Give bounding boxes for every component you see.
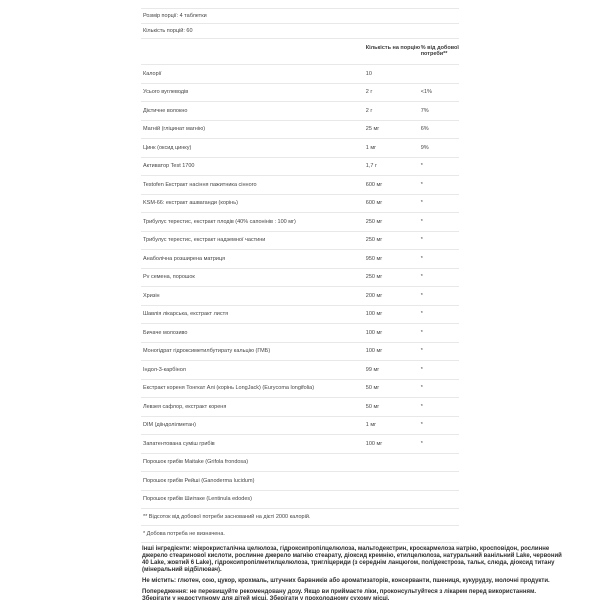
ingredient-row (141, 453, 459, 472)
ingredient-amount: 100 мг (365, 311, 383, 317)
info-paragraph (142, 546, 566, 574)
footnote-row (141, 508, 459, 525)
ingredient-daily-value: 7% (420, 107, 429, 114)
ingredient-name: Дієтичне волокно (143, 107, 188, 114)
ingredient-amount: 250 мг (365, 218, 383, 225)
ingredient-row (141, 101, 459, 120)
ingredient-daily-value: <1% (420, 89, 432, 95)
ingredient-amount: 250 мг (365, 237, 383, 243)
info-paragraph (142, 589, 566, 600)
info-paragraphs (142, 546, 566, 600)
ingredient-daily-value: * (420, 329, 423, 336)
paragraph-text: не перевищуйте рекомендовану дозу. Якщо ви приймаєте ліки, проконсультуйтеся з лікарем перед використанням. Зберігати у недоступному для дітей місці. Зберігати у прохолодному сухому місці. (142, 589, 537, 600)
ingredient-row (141, 416, 459, 435)
ingredient-daily-value: * (420, 218, 423, 225)
ingredient-row (141, 194, 459, 213)
ingredient-row (141, 360, 459, 379)
ingredient-daily-value: * (420, 292, 423, 299)
ingredient-daily-value: * (420, 274, 423, 280)
ingredient-daily-value: * (420, 422, 423, 428)
ingredient-amount: 600 мг (365, 200, 383, 206)
ingredient-name: Testofen Екстракт насіння пажитника сінного (143, 181, 257, 188)
ingredient-row (141, 138, 459, 157)
amount-column-header: Кількість на порцію (365, 45, 421, 51)
ingredient-amount: 50 мг (365, 385, 380, 391)
ingredient-name: Активатор Test 1700 (143, 163, 195, 169)
ingredient-amount: 600 мг (365, 181, 383, 188)
paragraph-lead: Попередження: (142, 589, 189, 595)
ingredient-name: Магній (гліцинат магнію) (143, 126, 206, 132)
ingredient-amount: 1 мг (365, 422, 377, 428)
daily-value-column-header: % від добової потреби** (420, 45, 459, 57)
ingredient-daily-value: * (420, 237, 423, 243)
ingredient-daily-value: * (420, 163, 423, 169)
footnote-row (141, 525, 459, 542)
ingredient-daily-value: 6% (420, 126, 429, 132)
ingredient-amount: 200 мг (365, 292, 383, 299)
ingredient-name: Порошок грибів Maitake (Grifola frondosa) (143, 459, 249, 465)
ingredient-amount: 100 мг (365, 329, 383, 336)
paragraph-lead: Інші інгредієнти: (142, 546, 192, 552)
ingredient-amount: 1 мг (365, 144, 377, 151)
ingredient-row (141, 490, 459, 509)
ingredient-daily-value: * (420, 311, 423, 317)
serving-info-row (141, 8, 459, 23)
ingredient-daily-value: * (420, 181, 423, 188)
ingredient-name: Трибулус терестис, екстракт надземної частини (143, 237, 266, 243)
footnote-text: * Добова потреба не визначена. (143, 531, 225, 537)
ingredient-amount: 50 мг (365, 403, 380, 410)
ingredient-row (141, 175, 459, 194)
paragraph-text: мікрокристалічна целюлоза, гідроксипропілцелюлоза, мальтодекстрин, кроскармелоза натрію, кросповідон, рослинне джерело стеаринової кислоти, рослинне джерело магнію стеарату, діоксид кремнію, етилцелюлоза, натуральний ванільний Lake, червоний 40 Lake, жовтий 6 Lake), гідроксипропілметилцелюлоза, тригліцериди (з середнім ланцюгом, полідекстроза, тальк, слюда, діоксид титану (мінеральний відбілювач). (142, 546, 562, 573)
column-header-row (141, 38, 459, 64)
ingredient-daily-value: * (420, 255, 423, 262)
ingredient-daily-value: * (420, 348, 423, 354)
ingredient-daily-value: * (420, 385, 423, 391)
ingredient-name: DIM (дііндолілметан) (143, 422, 196, 428)
ingredient-amount: 250 мг (365, 274, 383, 280)
ingredient-daily-value: 9% (420, 144, 429, 151)
ingredient-daily-value: * (420, 440, 423, 447)
ingredient-amount: 99 мг (365, 366, 380, 373)
info-paragraph (142, 578, 566, 585)
ingredient-row (141, 434, 459, 453)
ingredient-daily-value: * (420, 366, 423, 373)
ingredient-daily-value: * (420, 403, 423, 410)
ingredient-amount: 2 г (365, 89, 373, 95)
ingredient-row (141, 249, 459, 268)
ingredient-row (141, 379, 459, 398)
serving-info-row (141, 23, 459, 38)
ingredient-row (141, 471, 459, 490)
ingredient-name: KSM-66: екстракт ашваганди (корінь) (143, 200, 238, 206)
ingredient-row (141, 231, 459, 250)
ingredient-amount: 2 г (365, 107, 373, 114)
ingredient-name: Усього вуглеводів (143, 89, 189, 95)
ingredient-name: Pv семена, порошок (143, 274, 195, 280)
ingredient-name: Шавлія лікарська, екстракт листя (143, 311, 229, 317)
ingredient-amount: 25 мг (365, 126, 380, 132)
ingredient-row (141, 397, 459, 416)
serving-info-text: Кількість порцій: 60 (143, 28, 193, 34)
ingredient-row (141, 212, 459, 231)
ingredient-name: Калорії (143, 70, 162, 77)
ingredient-name: Екстракт кореня Тонгкат Алі (корінь LongJack) (Eurycoma longifolia) (143, 385, 315, 391)
ingredient-amount: 1,7 г (365, 163, 377, 169)
ingredient-name: Моногідрат гідроксиметилбутирату кальцію (ГМБ) (143, 348, 271, 354)
ingredient-amount: 950 мг (365, 255, 383, 262)
ingredient-name: Порошок грибів Шиітаке (Lentinula edodes) (143, 496, 252, 502)
ingredient-row (141, 305, 459, 324)
ingredient-daily-value: * (420, 200, 423, 206)
ingredient-name: Індол-3-карбінол (143, 366, 186, 373)
ingredient-row (141, 268, 459, 287)
ingredient-name: Хризін (143, 292, 160, 299)
ingredient-row (141, 83, 459, 102)
ingredient-amount: 10 (365, 70, 372, 77)
ingredient-row (141, 342, 459, 361)
serving-info-text: Розмір порції: 4 таблетки (143, 13, 207, 19)
ingredient-name: Запатентована суміш грибів (143, 440, 215, 447)
ingredient-row (141, 120, 459, 139)
ingredient-row (141, 157, 459, 176)
ingredient-name: Левзея сафлор, екстракт кореня (143, 403, 227, 410)
ingredient-row (141, 323, 459, 342)
ingredient-name: Трибулус терестис, екстракт плодів (40% сапонінів : 100 мг) (143, 218, 296, 225)
paragraph-text: глютен, сою, цукор, крохмаль, штучних барвників або ароматизаторів, консерванти, пшениця, кукурудзу, молочні продукти. (176, 578, 550, 584)
ingredient-name: Порошок грибів Рейші (Ganoderma lucidum) (143, 477, 255, 484)
footnote-text: ** Відсоток від добової потреби заснований на дієті 2000 калорій. (143, 514, 311, 520)
ingredient-amount: 100 мг (365, 348, 383, 354)
ingredient-name: Бичаче молозиво (143, 329, 188, 336)
ingredient-amount: 100 мг (365, 440, 383, 447)
supplement-facts-table (141, 8, 459, 543)
ingredient-name: Анаболічна розширена матриця (143, 255, 226, 262)
ingredient-name: Цинк (оксид цинку) (143, 144, 192, 151)
ingredient-row (141, 64, 459, 83)
paragraph-lead: Не містить: (142, 578, 177, 584)
ingredient-row (141, 286, 459, 305)
